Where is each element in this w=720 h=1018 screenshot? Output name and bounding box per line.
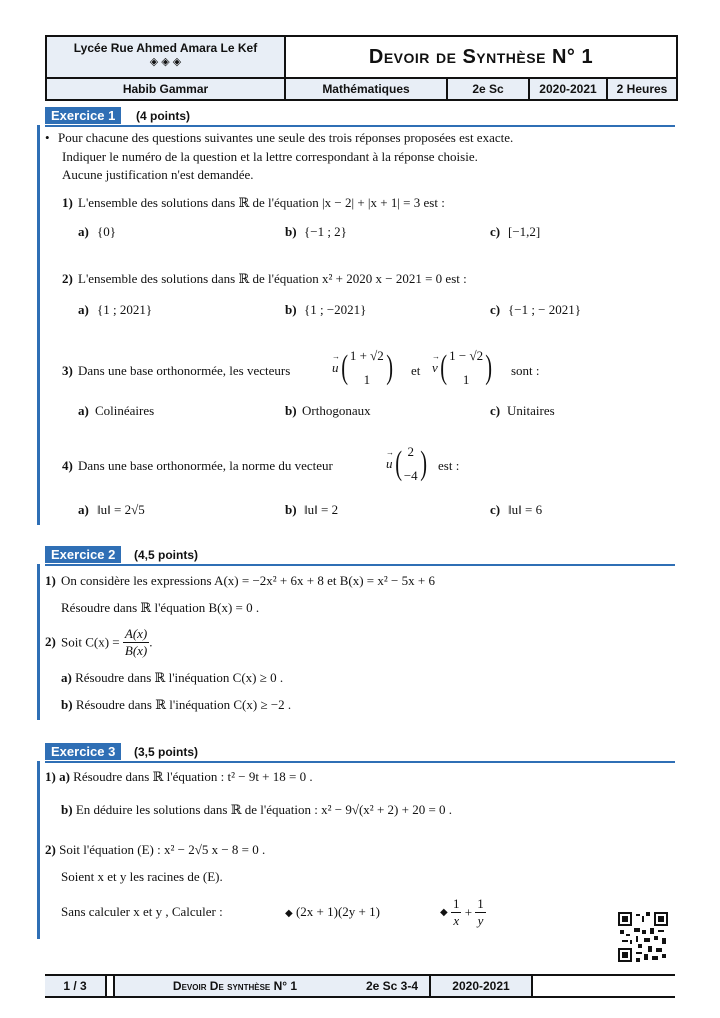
u-coord-2: −4	[403, 468, 418, 483]
diamond-bullet-icon: ◆	[285, 908, 293, 919]
q2-option-a-letter: a)	[78, 302, 89, 317]
year-cell: 2020-2021	[530, 79, 608, 99]
ex2-q2b	[61, 697, 291, 713]
q2b-letter: b)	[61, 697, 73, 712]
teacher-name: Habib Gammar	[47, 79, 286, 99]
q3-option-c: Unitaires	[507, 403, 555, 418]
v-coord-1: 1 − √2	[449, 348, 484, 363]
bullet-icon: •	[45, 130, 50, 145]
q3-number: 3)	[62, 363, 73, 378]
exercise-2-rule	[45, 564, 675, 566]
page-number: 1 / 3	[45, 976, 107, 996]
ex3-q2c: Sans calculer x et y , Calculer :	[61, 904, 223, 919]
footer-class: 2e Sc 3-4	[355, 976, 431, 996]
exercise-1-rule	[45, 125, 675, 127]
ex3-q1-number: 1) a)	[45, 769, 70, 784]
footer-year: 2020-2021	[431, 976, 533, 996]
exercise-1-sidebar	[37, 125, 40, 525]
q3-and: et	[411, 363, 421, 378]
q4-number: 4)	[62, 458, 73, 473]
diamond-bullet-icon: ◆	[440, 907, 448, 918]
ex3-item-1	[285, 904, 380, 920]
q3-vector-u	[332, 344, 395, 394]
ex3-q1b-text: En déduire les solutions dans ℝ de l'équation : x² − 9√(x² + 2) + 20 = 0 .	[75, 802, 453, 817]
q1-option-a: {0}	[97, 224, 116, 239]
fraction-denominator: x	[453, 913, 460, 928]
q1-number: 1)	[62, 195, 73, 210]
fraction-denominator: B(x)	[124, 643, 148, 658]
q3-option-c-letter: c)	[490, 403, 501, 418]
vector-u-symbol: → u	[332, 360, 339, 376]
qr-code-icon	[618, 912, 668, 962]
fraction-numerator: 1	[477, 896, 484, 911]
q4-option-a-letter: a)	[78, 502, 89, 517]
q4-option-b: ‖u‖ = 2	[304, 502, 339, 517]
footer	[45, 974, 675, 998]
ex1-intro-2: Indiquer le numéro de la question et la lettre correspondant à la réponse choisie.	[62, 149, 478, 164]
q2-option-a: {1 ; 2021}	[97, 302, 153, 317]
q2-option-c-letter: c)	[490, 302, 501, 317]
q3-option-a-letter: a)	[78, 403, 89, 418]
school-cell	[47, 37, 286, 79]
q3-option-a: Colinéaires	[95, 403, 155, 418]
q2a-letter: a)	[61, 670, 72, 685]
q2-number: 2)	[62, 271, 73, 286]
q3-text: Dans une base orthonormée, les vecteurs	[78, 363, 291, 378]
paren-right: )	[386, 349, 393, 386]
exercise-3-rule	[45, 761, 675, 763]
fraction-numerator: A(x)	[124, 626, 148, 641]
ex3-q1a-text: Résoudre dans ℝ l'équation : t² − 9t + 18 = 0 .	[73, 769, 313, 784]
q2-text: L'ensemble des solutions dans ℝ de l'équation x² + 2020 x − 2021 = 0 est :	[78, 271, 467, 286]
q4-option-a: ‖u‖ = 2√5	[97, 502, 145, 517]
q1-option-c-letter: c)	[490, 224, 501, 239]
ex2-q1-number: 1)	[45, 573, 56, 588]
ex3-q1b	[61, 802, 452, 818]
fraction-numerator: 1	[452, 896, 460, 911]
u-coord-2: 1	[363, 372, 371, 387]
fraction-denominator: y	[477, 913, 484, 928]
q2a-text: Résoudre dans ℝ l'inéquation C(x) ≥ 0 .	[75, 670, 284, 685]
q4-text: Dans une base orthonormée, la norme du vecteur	[78, 458, 333, 473]
ex2-q2-lhs: Soit C(x) =	[61, 634, 120, 650]
exercise-1-points: (4 points)	[136, 109, 190, 123]
exercise-2-sidebar	[37, 564, 40, 720]
q1-option-c: [−1,2]	[508, 224, 541, 239]
ex2-q1-text: On considère les expressions A(x) = −2x² + 6x + 8 et B(x) = x² − 5x + 6	[61, 573, 435, 588]
ex3-q1b-letter: b)	[61, 802, 73, 817]
ornament: ◈ ◈ ◈	[149, 56, 182, 68]
u-coord-1: 2	[407, 444, 414, 459]
page-title: Devoir de Synthèse N° 1	[286, 37, 676, 79]
duration-cell: 2 Heures	[608, 79, 676, 99]
ex1-intro-1: Pour chacune des questions suivantes une seule des trois réponses proposées est exacte.	[58, 130, 514, 145]
exercise-3-sidebar	[37, 761, 40, 939]
header-table	[45, 35, 678, 101]
paren-left: (	[340, 349, 348, 386]
ex2-q2a	[61, 670, 283, 686]
q1-option-b: {−1 ; 2}	[304, 224, 347, 239]
ex2-q2-definition: Soit C(x) = $\frac{A(x)}{B(x)}$ .	[61, 626, 153, 658]
vector-v-coords	[449, 344, 483, 392]
fraction-1-over-y	[475, 896, 486, 929]
exercise-2-label: Exercice 2	[45, 546, 121, 563]
paren-left: (	[394, 445, 402, 482]
fraction-c	[123, 626, 149, 659]
q4-vector-u	[386, 440, 429, 490]
paren-right: )	[485, 349, 493, 386]
school-name: Lycée Rue Ahmed Amara Le Kef	[73, 41, 258, 55]
paren-left: (	[440, 349, 447, 386]
q4-option-c: ‖u‖ = 6	[508, 502, 543, 517]
ex3-q2-text: Soit l'équation (E) : x² − 2√5 x − 8 = 0 .	[59, 842, 266, 857]
q3-vector-v	[432, 344, 494, 394]
exercise-3-label: Exercice 3	[45, 743, 121, 760]
exercise-3-points: (3,5 points)	[134, 745, 199, 759]
q4-option-c-letter: c)	[490, 502, 501, 517]
q4-end: est :	[438, 458, 460, 473]
q3-option-b-letter: b)	[285, 403, 297, 418]
q4-option-b-letter: b)	[285, 502, 297, 517]
ex3-item-2: ◆ $\frac{1}{x}$ + $\frac{1}{y}$	[440, 896, 484, 928]
v-coord-2: 1	[462, 372, 470, 387]
ex2-q2-number: 2)	[45, 634, 56, 649]
q2-option-b-letter: b)	[285, 302, 297, 317]
q1-option-b-letter: b)	[285, 224, 297, 239]
exercise-1-label: Exercice 1	[45, 107, 121, 124]
fraction-1-over-x	[451, 896, 462, 929]
q3-option-b: Orthogonaux	[302, 403, 371, 418]
ex2-q1-solve: Résoudre dans ℝ l'équation B(x) = 0 .	[61, 600, 260, 615]
q1-option-a-letter: a)	[78, 224, 89, 239]
exercise-2-points: (4,5 points)	[134, 548, 199, 562]
q2-option-b: {1 ; −2021}	[304, 302, 367, 317]
u-coord-1: 1 + √2	[349, 348, 384, 363]
q2-option-c: {−1 ; − 2021}	[508, 302, 582, 317]
footer-title: Devoir De synthèse N° 1	[113, 976, 357, 996]
q2b-text: Résoudre dans ℝ l'inéquation C(x) ≥ −2 .	[75, 697, 292, 712]
vector-u-symbol: → u	[386, 456, 393, 472]
q3-end: sont :	[511, 363, 540, 378]
ex1-intro-3: Aucune justification n'est demandée.	[62, 167, 254, 182]
q1-text: L'ensemble des solutions dans ℝ de l'équation |x − 2| + |x + 1| = 3 est :	[78, 195, 445, 210]
vector-v-symbol: → v	[432, 360, 438, 376]
ex3-q2-number: 2)	[45, 842, 56, 857]
ex3-q2	[45, 842, 265, 858]
ex3-item-1-text: (2x + 1)(2y + 1)	[295, 904, 380, 919]
class-cell: 2e Sc	[448, 79, 530, 99]
subject-cell: Mathématiques	[286, 79, 448, 99]
ex3-q1a	[45, 769, 313, 785]
ex3-q2b: Soient x et y les racines de (E).	[61, 869, 223, 884]
paren-right: )	[419, 445, 427, 482]
vector-u-coords	[404, 440, 418, 488]
vector-u-coords	[350, 344, 384, 392]
